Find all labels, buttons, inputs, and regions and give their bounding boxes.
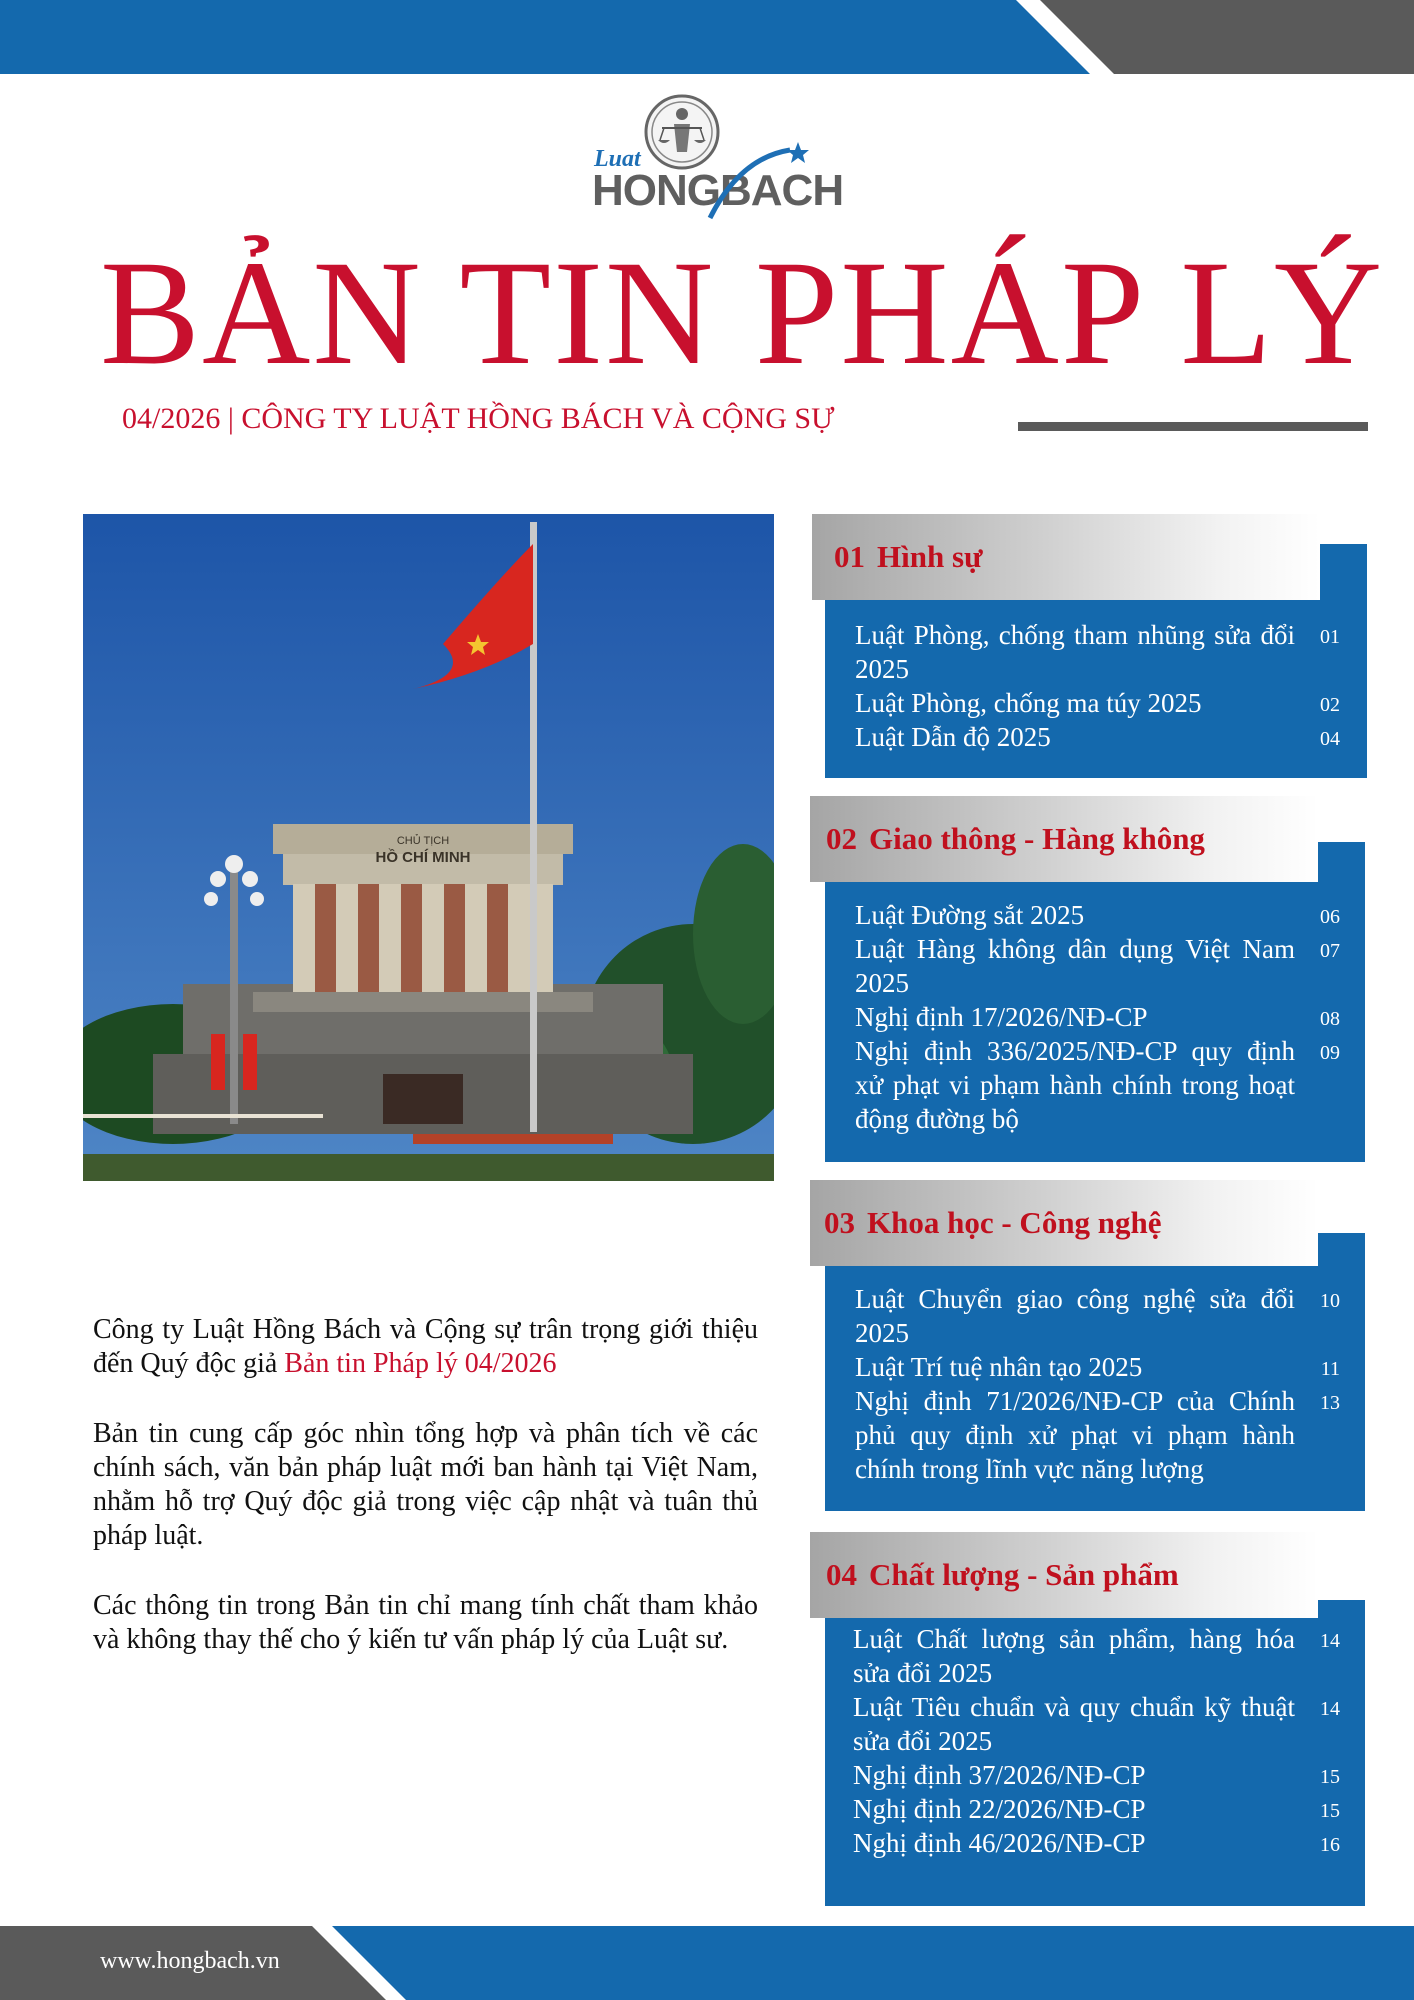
toc-item[interactable]: Luật Chất lượng sản phẩm, hàng hóa sửa đổi 2025 14	[853, 1624, 1340, 1688]
cover-photo-mausoleum	[83, 514, 774, 1181]
footer-website-link[interactable]: www.hongbach.vn	[100, 1948, 280, 1974]
section-02-header	[810, 796, 1318, 882]
toc-item[interactable]: Nghị định 336/2025/NĐ-CP quy định xử phạt vi phạm hành chính trong hoạt động đường bộ 09	[855, 1036, 1340, 1134]
toc-item[interactable]: Luật Hàng không dân dụng Việt Nam 2025 07	[855, 934, 1340, 998]
toc-item[interactable]: Nghị định 22/2026/NĐ-CP 15	[853, 1794, 1340, 1824]
top-banner-gray	[1040, 0, 1414, 74]
section-03-items	[855, 1282, 1340, 1486]
page-subtitle: 04/2026 | CÔNG TY LUẬT HỒNG BÁCH VÀ CỘNG SỰ	[122, 402, 835, 435]
logo-swoosh-icon	[700, 138, 820, 228]
toc-item[interactable]: Luật Dẫn độ 2025 04	[855, 722, 1340, 752]
section-03-header	[810, 1180, 1318, 1266]
intro-p1-text: Công ty Luật Hồng Bách và Cộng sự trân trọng giới thiệu đến Quý độc giả	[93, 1314, 758, 1379]
toc-item[interactable]: Nghị định 37/2026/NĐ-CP 15	[853, 1760, 1340, 1790]
toc-item[interactable]: Luật Chuyển giao công nghệ sửa đổi 2025 10	[855, 1284, 1340, 1348]
section-01-header	[812, 514, 1320, 600]
section-01-title: Hình sự	[877, 539, 983, 574]
intro-paragraph-1	[93, 1313, 758, 1381]
intro-text	[93, 1313, 758, 1693]
intro-paragraph-2: Bản tin cung cấp góc nhìn tổng hợp và phân tích về các chính sách, văn bản pháp luật mới ban hành tại Việt Nam, nhằm hỗ trợ Quý độc giả trong việc cập nhật và tuân thủ pháp luật.	[93, 1418, 758, 1551]
mausoleum-sign-line1: CHỦ TỊCH	[396, 835, 450, 847]
toc-item[interactable]: Luật Trí tuệ nhân tạo 2025 11	[855, 1352, 1340, 1382]
toc-item[interactable]: Luật Tiêu chuẩn và quy chuẩn kỹ thuật sửa đổi 2025 14	[853, 1692, 1340, 1756]
intro-paragraph-3: Các thông tin trong Bản tin chỉ mang tính chất tham khảo và không thay thế cho ý kiến tư vấn pháp lý của Luật sư.	[93, 1590, 758, 1655]
section-04-header	[810, 1532, 1318, 1618]
toc-item[interactable]: Nghị định 17/2026/NĐ-CP 08	[855, 1002, 1340, 1032]
top-banner-blue	[0, 0, 1090, 74]
section-01-items	[855, 618, 1340, 754]
section-03-title: Khoa học - Công nghệ	[867, 1205, 1162, 1240]
toc-item[interactable]: Nghị định 71/2026/NĐ-CP của Chính phủ quy định xử phạt vi phạm hành chính trong lĩnh vực năng lượng 13	[855, 1386, 1340, 1484]
logo-main-word: HONGBACH	[592, 166, 844, 215]
section-02-items	[855, 898, 1340, 1136]
toc-item[interactable]: Luật Phòng, chống tham nhũng sửa đổi 2025 01	[855, 620, 1340, 684]
section-04-number: 04	[826, 1557, 857, 1592]
toc-item[interactable]: Luật Phòng, chống ma túy 2025 02	[855, 688, 1340, 718]
section-02-title: Giao thông - Hàng không	[869, 821, 1205, 856]
subtitle-rule	[1018, 422, 1368, 431]
section-02-number: 02	[826, 821, 857, 856]
page-title: BẢN TIN PHÁP LÝ	[100, 230, 1385, 396]
section-04-title: Chất lượng - Sản phẩm	[869, 1557, 1179, 1592]
section-01-number: 01	[834, 539, 865, 574]
mausoleum-sign-line2: HỒ CHÍ MINH	[375, 849, 471, 866]
toc-item[interactable]: Luật Đường sắt 2025 06	[855, 900, 1340, 930]
logo-small-word: Luat	[594, 146, 641, 172]
section-04-items	[853, 1622, 1340, 1860]
toc-item[interactable]: Nghị định 46/2026/NĐ-CP 16	[853, 1828, 1340, 1858]
intro-p1-accent: Bản tin Pháp lý 04/2026	[284, 1348, 557, 1379]
section-03-number: 03	[824, 1205, 855, 1240]
bottom-banner-blue	[332, 1926, 1414, 2000]
